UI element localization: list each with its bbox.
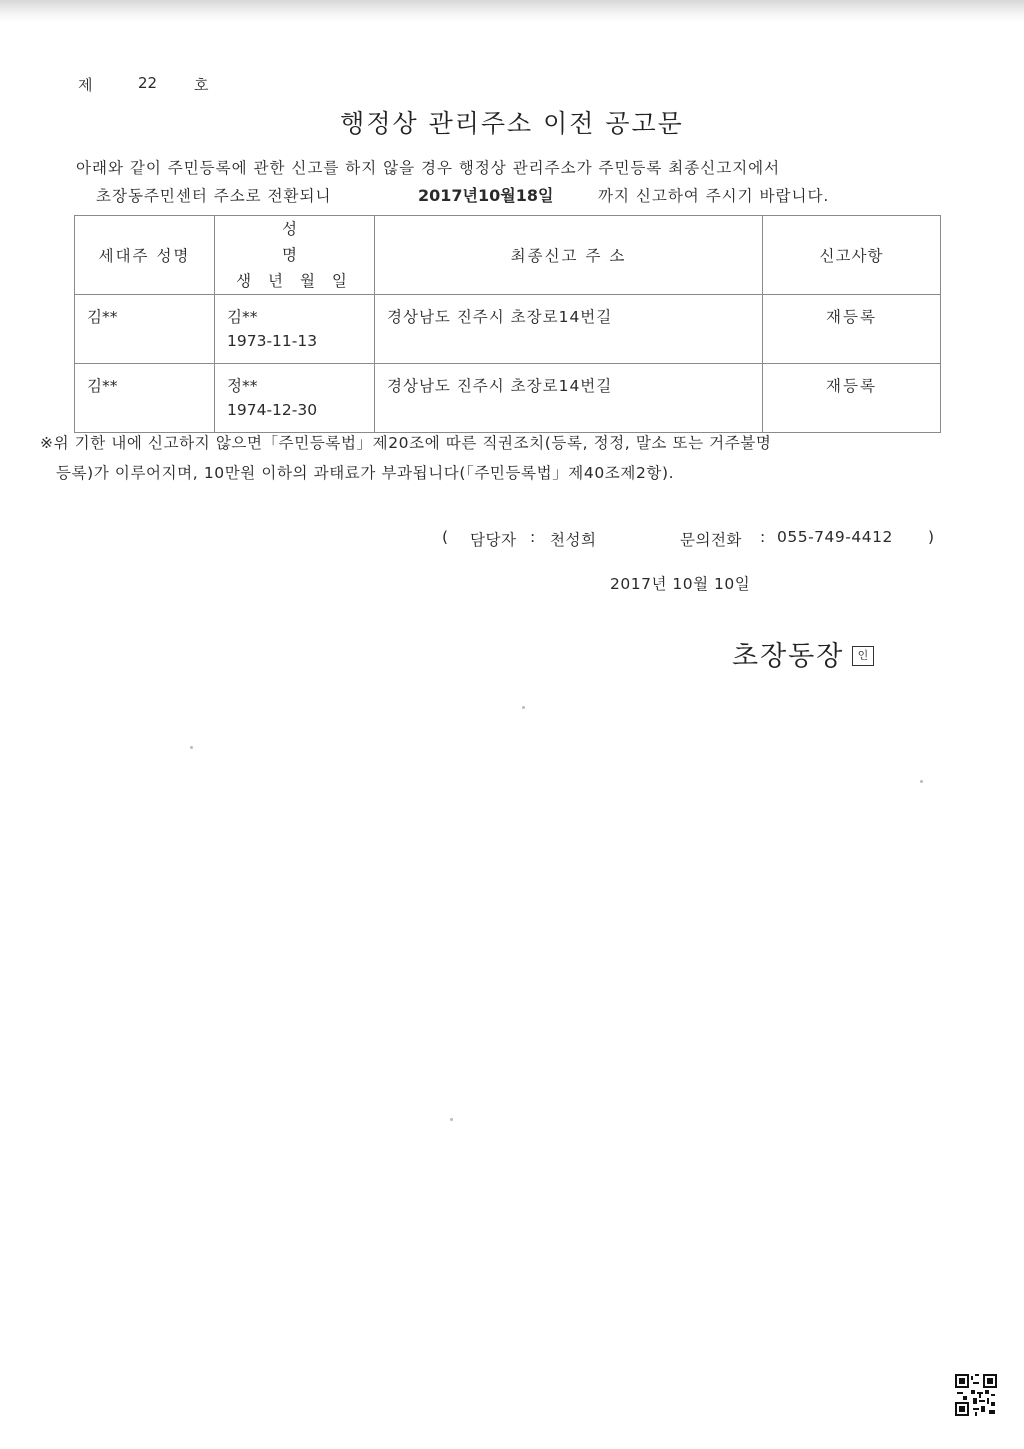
birth-date: 1974-12-30 — [227, 401, 318, 419]
report-type: 재등록 — [826, 377, 877, 395]
address-text: 경상남도 진주시 초장로14번길 — [387, 377, 613, 395]
contact-separator: : — [760, 528, 766, 546]
header-report-label: 신고사항 — [819, 247, 884, 265]
cell-address — [375, 364, 763, 433]
document-number-suffix: 호 — [194, 76, 209, 94]
page-title: 행정상 관리주소 이전 공고문 — [340, 109, 684, 138]
cell-address — [375, 295, 763, 364]
cell-householder — [75, 364, 215, 433]
report-type: 재등록 — [826, 308, 877, 326]
table-row — [75, 364, 941, 433]
contact-separator: : — [530, 528, 536, 546]
warning-line-1: ※위 기한 내에 신고하지 않으면「주민등록법」제20조에 따른 직권조치(등록, 정정, 말소 또는 거주불명 — [40, 434, 772, 452]
person-name: 정** — [227, 377, 258, 395]
contact-open-paren: ( — [442, 528, 449, 546]
header-address — [375, 216, 763, 295]
cell-report — [763, 295, 941, 364]
birth-date: 1973-11-13 — [227, 332, 318, 350]
qr-code-icon — [955, 1374, 997, 1416]
householder-name: 김** — [87, 377, 118, 395]
warning-notice — [40, 428, 940, 488]
table-row — [75, 295, 941, 364]
header-report — [763, 216, 941, 295]
scan-speck — [522, 706, 525, 709]
notice-table — [74, 215, 941, 433]
table-header-row — [75, 216, 941, 295]
notice-date: 2017년 10월 10일 — [610, 575, 751, 593]
seal-mark: 인 — [852, 646, 874, 666]
contact-phone-label: 문의전화 — [680, 531, 742, 549]
cell-report — [763, 364, 941, 433]
scan-speck — [190, 746, 193, 749]
cell-name-birth — [215, 295, 375, 364]
householder-name: 김** — [87, 308, 118, 326]
header-birth-label: 생 년 월 일 — [236, 272, 353, 290]
header-householder-label: 세대주 성명 — [98, 247, 191, 265]
contact-person-label: 담당자 — [470, 531, 517, 549]
header-name-label: 성 명 — [282, 220, 337, 264]
signatory-title: 초장동장 — [732, 641, 845, 672]
contact-close-paren: ) — [928, 528, 935, 546]
intro-line-2-end: 까지 신고하여 주시기 바랍니다. — [598, 187, 830, 205]
document-number-prefix: 제 — [78, 76, 93, 94]
cell-householder — [75, 295, 215, 364]
scan-speck — [450, 1118, 453, 1121]
person-name: 김** — [227, 308, 258, 326]
document-number-value: 22 — [138, 74, 158, 92]
scan-speck — [920, 780, 923, 783]
scan-edge — [0, 0, 1024, 22]
intro-line-1: 아래와 같이 주민등록에 관한 신고를 하지 않을 경우 행정상 관리주소가 주민등록 최종신고지에서 — [76, 159, 781, 177]
contact-phone: 055-749-4412 — [777, 528, 893, 546]
deadline-date: 2017년10월18일 — [418, 186, 554, 205]
contact-person: 천성희 — [550, 531, 597, 549]
warning-line-2: 등록)가 이루어지며, 10만원 이하의 과태료가 부과됩니다(「주민등록법」제40조제2항). — [56, 464, 675, 482]
intro-line-2-start: 초장동주민센터 주소로 전환되니 — [96, 187, 332, 205]
header-name-birth — [215, 216, 375, 295]
cell-name-birth — [215, 364, 375, 433]
header-householder — [75, 216, 215, 295]
address-text: 경상남도 진주시 초장로14번길 — [387, 308, 613, 326]
header-address-label: 최종신고 주 소 — [510, 247, 627, 265]
document-number — [0, 74, 260, 96]
